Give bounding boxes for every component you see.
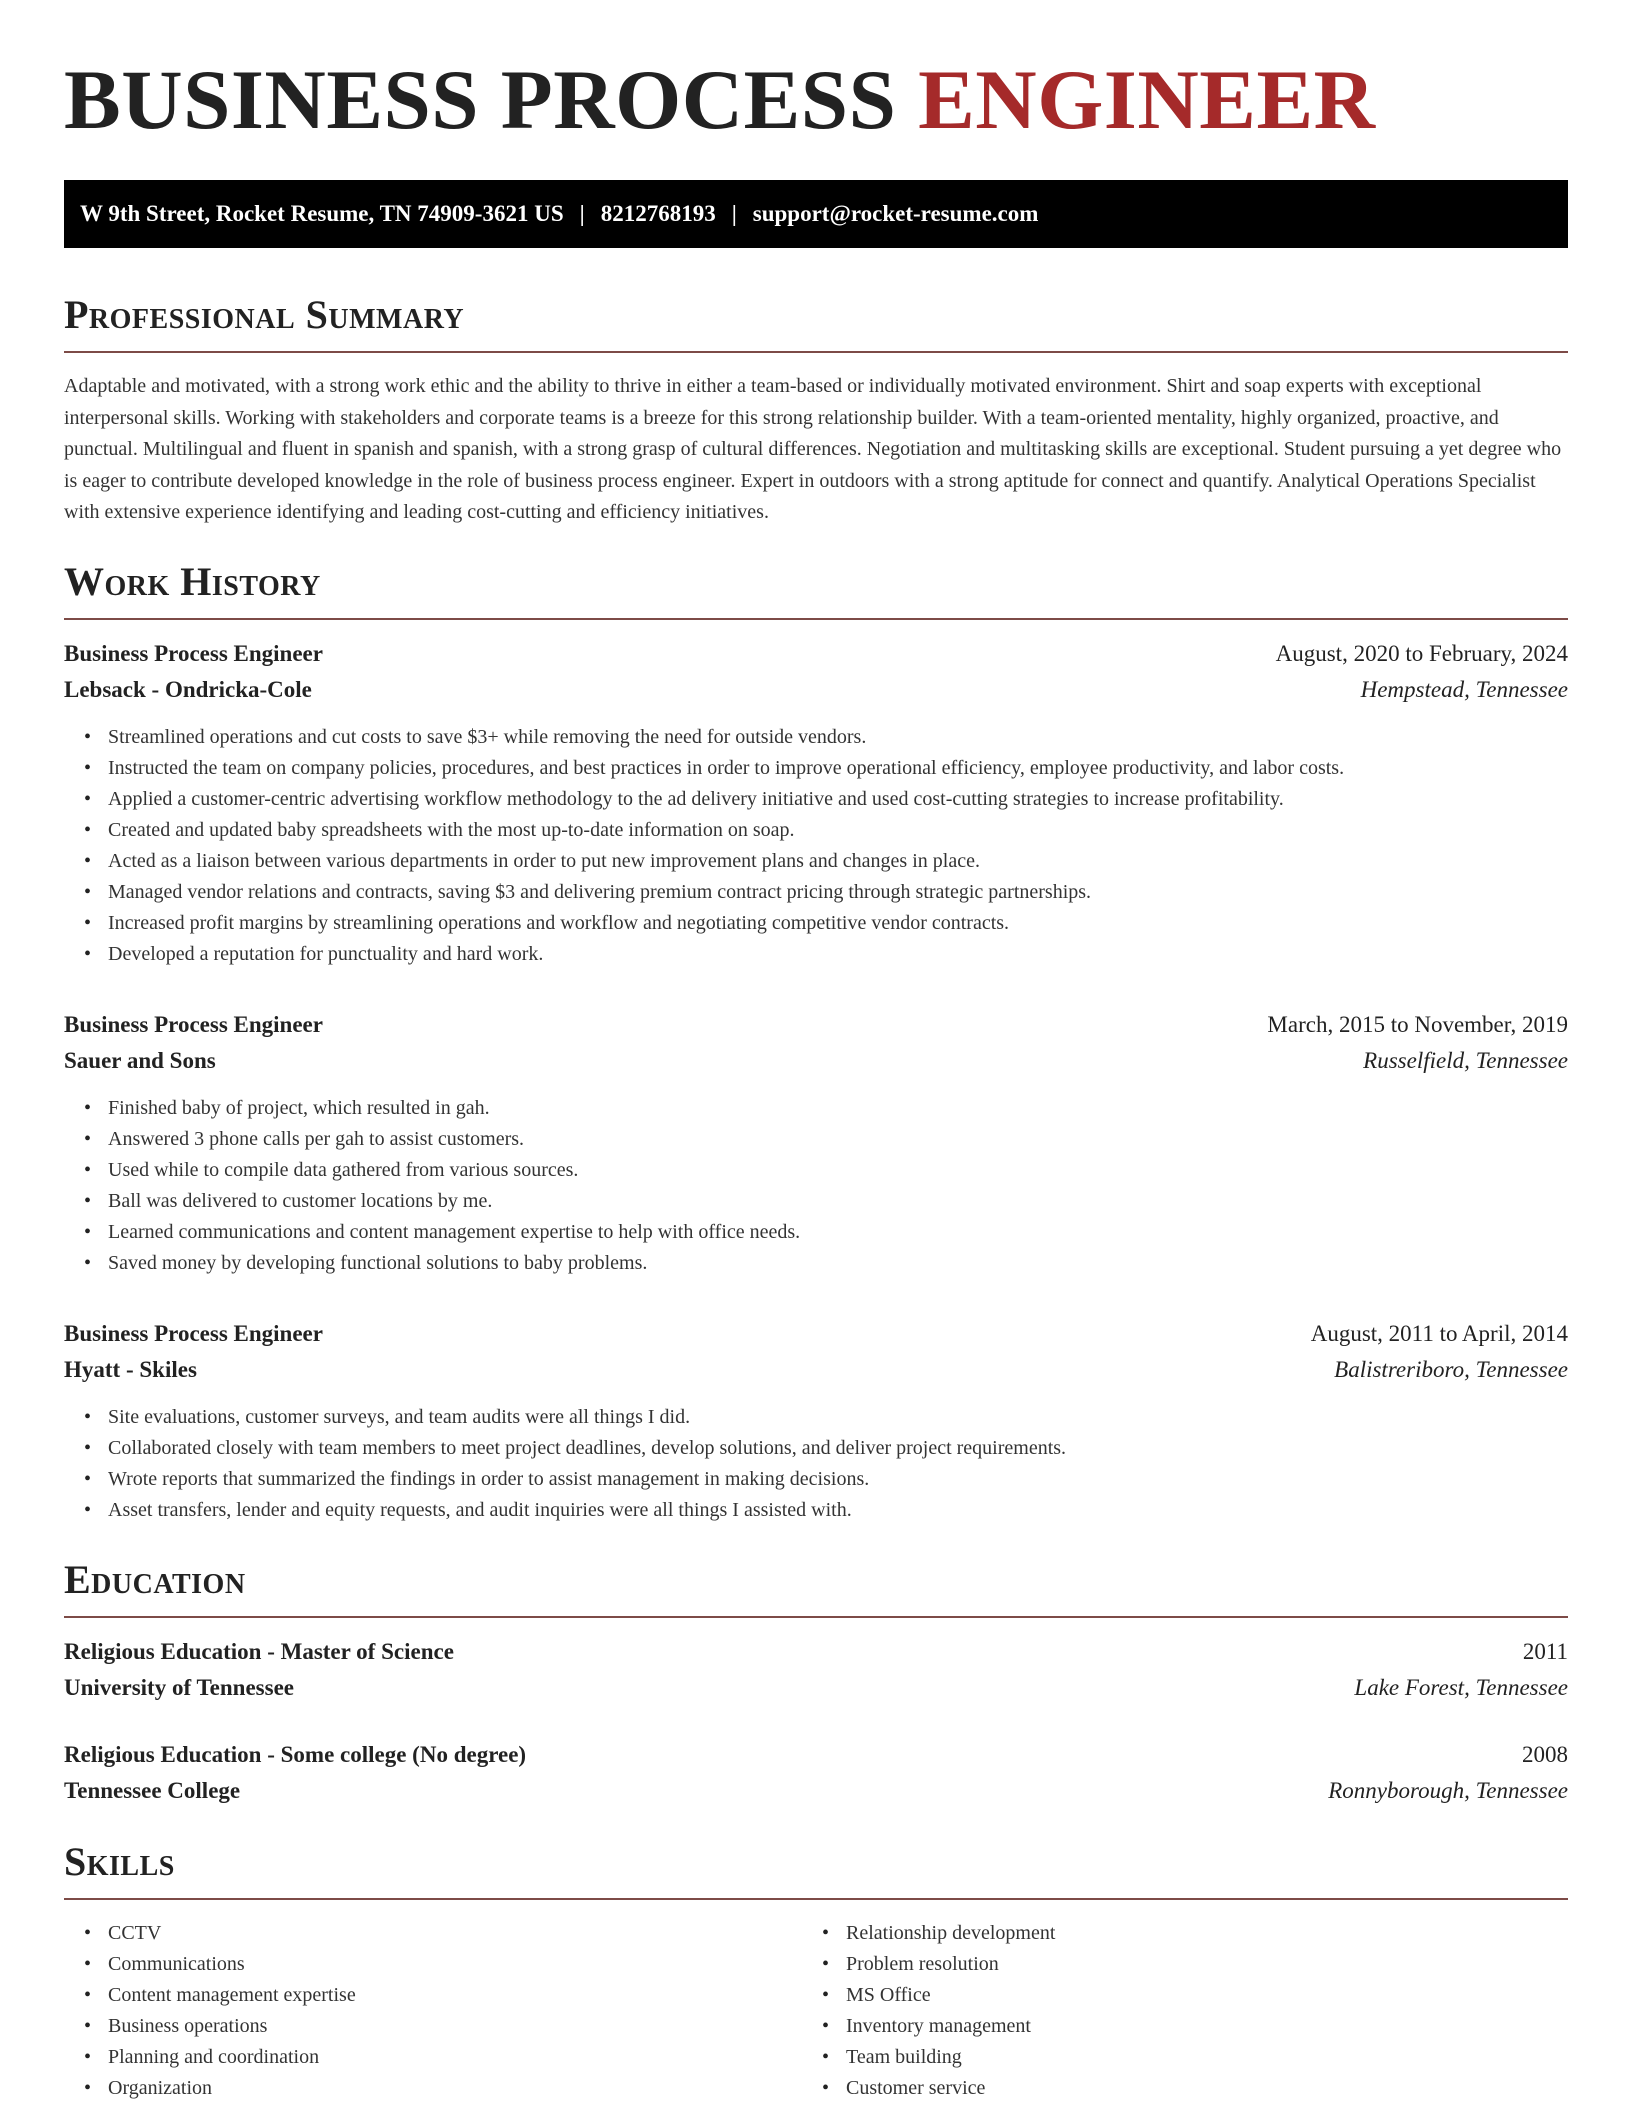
job-bullet: • Created and updated baby spreadsheets with the most up-to-date information on soap. — [108, 815, 1568, 846]
job-bullet: • Site evaluations, customer surveys, and team audits were all things I did. — [108, 1402, 1568, 1433]
education-location: Lake Forest, Tennessee — [1354, 1674, 1568, 1700]
job-location: Balistreriboro, Tennessee — [1334, 1356, 1568, 1382]
job-bullet: • Wrote reports that summarized the findings in order to assist management in making decisions. — [108, 1464, 1568, 1495]
job-bullet: • Increased profit margins by streamlining operations and workflow and negotiating competitive vendor contracts. — [108, 908, 1568, 939]
education-year: 2011 — [1522, 1638, 1568, 1664]
work-history-heading: Work History — [64, 558, 321, 604]
skill-item: • Team building — [846, 2042, 1568, 2073]
skills-columns — [64, 1918, 1568, 2104]
skill-item: • Content management expertise — [108, 1980, 816, 2011]
contact-bar — [64, 180, 1568, 248]
job-bullets — [64, 1402, 1568, 1526]
skills-list-right — [816, 1918, 1568, 2104]
job-bullet: • Streamlined operations and cut costs to save $3+ while removing the need for outside vendors. — [108, 722, 1568, 753]
skills-list-left — [64, 1918, 816, 2104]
job-company: Hyatt - Skiles — [64, 1356, 197, 1382]
job-location: Russelfield, Tennessee — [1363, 1047, 1568, 1073]
job-bullet: • Finished baby of project, which resulted in gah. — [108, 1093, 1568, 1124]
skill-item: • Customer service — [846, 2073, 1568, 2104]
education-entry — [64, 1739, 1568, 1807]
job-title: Business Process Engineer — [64, 1320, 323, 1346]
education-section — [64, 1556, 1568, 1807]
job-bullet: • Saved money by developing functional solutions to baby problems. — [108, 1248, 1568, 1279]
contact-separator: | — [579, 201, 585, 226]
job-dates: March, 2015 to November, 2019 — [1267, 1011, 1568, 1037]
contact-phone: 8212768193 — [600, 201, 716, 226]
skills-heading: Skills — [64, 1838, 175, 1884]
job-bullet: • Used while to compile data gathered from various sources. — [108, 1155, 1568, 1186]
education-school: Tennessee College — [64, 1777, 241, 1803]
work-history-section — [64, 558, 1568, 1526]
summary-text: Adaptable and motivated, with a strong work ethic and the ability to thrive in either a team-based or individually motivated environment. Shirt and soap experts with exceptional interpersonal skills. Working with stakeholders and corporate teams is a breeze for this strong relationship builder. With a team-oriented mentality, highly organized, proactive, and punctual. Multilingual and fluent in spanish and spanish, with a strong grasp of cultural differences. Negotiation and multitasking skills are exceptional. Student pursuing a yet degree who is eager to contribute developed knowledge in the role of business process engineer. Expert in outdoors with a strong aptitude for connect and quantify. Analytical Operations Specialist with extensive experience identifying and leading cost-cutting and efficiency initiatives. — [64, 375, 1562, 523]
job-title: Business Process Engineer — [64, 640, 323, 666]
education-school: University of Tennessee — [64, 1674, 294, 1700]
job-bullet: • Acted as a liaison between various departments in order to put new improvement plans and changes in place. — [108, 846, 1568, 877]
section-divider — [64, 351, 1568, 353]
summary-section — [64, 292, 1568, 529]
summary-heading: Professional Summary — [64, 292, 465, 337]
resume-title — [64, 53, 1568, 147]
job-dates: August, 2011 to April, 2014 — [1310, 1320, 1568, 1346]
section-divider — [64, 618, 1568, 620]
job-entry — [64, 638, 1568, 970]
job-bullet: • Asset transfers, lender and equity requests, and audit inquiries were all things I assisted with. — [108, 1495, 1568, 1526]
job-bullet: • Learned communications and content management expertise to help with office needs. — [108, 1217, 1568, 1248]
title-main: BUSINESS PROCESS — [64, 53, 897, 147]
skill-item: • Organization — [108, 2073, 816, 2104]
job-bullet: • Managed vendor relations and contracts, saving $3 and delivering premium contract pricing through strategic partnerships. — [108, 877, 1568, 908]
job-bullet: • Collaborated closely with team members to meet project deadlines, develop solutions, and deliver project requirements. — [108, 1433, 1568, 1464]
section-divider — [64, 1898, 1568, 1900]
job-bullet: • Answered 3 phone calls per gah to assist customers. — [108, 1124, 1568, 1155]
contact-separator: | — [731, 201, 737, 226]
job-entry — [64, 1009, 1568, 1279]
job-bullet: • Developed a reputation for punctuality and hard work. — [108, 939, 1568, 970]
education-degree: Religious Education - Master of Science — [64, 1638, 454, 1664]
skill-item: • Communications — [108, 1949, 816, 1980]
title-accent: ENGINEER — [918, 53, 1376, 147]
job-entry — [64, 1318, 1568, 1526]
job-bullet: • Ball was delivered to customer locations by me. — [108, 1186, 1568, 1217]
job-bullet: • Instructed the team on company policies, procedures, and best practices in order to improve operational efficiency, employee productivity, and labor costs. — [108, 753, 1568, 784]
job-company: Sauer and Sons — [64, 1047, 216, 1073]
skill-item: • Relationship development — [846, 1918, 1568, 1949]
job-bullet: • Applied a customer-centric advertising workflow methodology to the ad delivery initiative and used cost-cutting strategies to increase profitability. — [108, 784, 1568, 815]
education-heading: Education — [64, 1556, 246, 1602]
job-dates: August, 2020 to February, 2024 — [1275, 640, 1568, 666]
skills-section — [64, 1838, 1568, 2104]
job-bullets — [64, 1093, 1568, 1279]
skill-item: • Planning and coordination — [108, 2042, 816, 2073]
skill-item: • CCTV — [108, 1918, 816, 1949]
job-title: Business Process Engineer — [64, 1011, 323, 1037]
section-divider — [64, 1616, 1568, 1618]
skill-item: • Inventory management — [846, 2011, 1568, 2042]
education-entry — [64, 1636, 1568, 1704]
education-year: 2008 — [1522, 1741, 1568, 1767]
contact-address: W 9th Street, Rocket Resume, TN 74909-3621 US — [80, 201, 564, 226]
job-company: Lebsack - Ondricka-Cole — [64, 676, 312, 702]
education-degree: Religious Education - Some college (No degree) — [64, 1741, 527, 1767]
skill-item: • Business operations — [108, 2011, 816, 2042]
skill-item: • MS Office — [846, 1980, 1568, 2011]
job-location: Hempstead, Tennessee — [1360, 676, 1568, 702]
job-bullets — [64, 722, 1568, 970]
contact-email: support@rocket-resume.com — [752, 201, 1039, 226]
skill-item: • Problem resolution — [846, 1949, 1568, 1980]
education-location: Ronnyborough, Tennessee — [1328, 1777, 1568, 1803]
